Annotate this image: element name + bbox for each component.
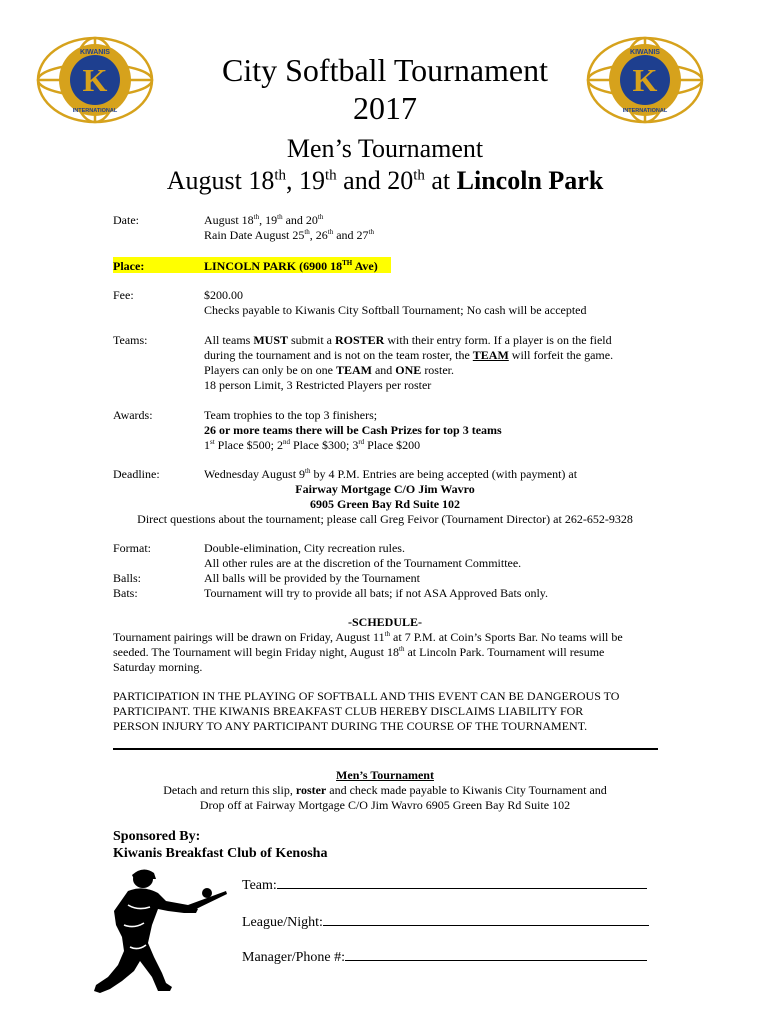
schedule-heading: -SCHEDULE- [347,615,422,629]
deadline-address-street: 6905 Green Bay Rd Suite 102 [309,497,461,511]
manager-blank[interactable] [345,948,647,961]
awards-value: Team trophies to the top 3 finishers; 26 or more teams there will be Cash Prizes for top 3 teams 1st Place $500; 2nd Place $300; 3rd Place $200 [204,408,502,452]
teams-value: All teams MUST submit a ROSTER with their entry form. If a player is on the field during the tournament and is not on the team roster, the TEAM will forfeit the game. Players can only be on one TEAM and ONE roster. 18 person Limit, 3 Restricted Players per roster [204,333,614,392]
manager-field[interactable] [242,948,647,966]
balls-value: All balls will be provided by the Tournament [204,571,420,585]
deadline-contact: Direct questions about the tournament; please call Greg Feivor (Tournament Director) at 262-652-9328 [137,512,633,526]
svg-text:INTERNATIONAL: INTERNATIONAL [622,108,668,114]
deadline-address-name: Fairway Mortgage C/O Jim Wavro [295,482,475,496]
deadline-label: Deadline: [113,467,160,481]
fee-label: Fee: [113,288,134,302]
page-title: City Softball Tournament [221,52,549,88]
svg-text:K: K [82,62,108,98]
page-title-year: 2017 [353,90,417,126]
slip-instructions-line1: Detach and return this slip, roster and check made payable to Kiwanis City Tournament and [163,783,607,797]
league-field[interactable] [242,913,649,931]
place-label: Place: [113,259,145,273]
format-value: Double-elimination, City recreation rules. All other rules are at the discretion of the Tournament Committee. [204,541,522,570]
sponsor-name: Kiwanis Breakfast Club of Kenosha [113,846,328,861]
svg-text:K: K [632,62,658,98]
place-value: LINCOLN PARK (6900 18TH Ave) [204,259,378,273]
league-blank[interactable] [323,913,649,926]
detach-divider [113,748,658,750]
team-label: Team: [242,878,277,893]
subtitle-dates: August 18th, 19th and 20th at Lincoln Park [166,166,604,195]
format-label: Format: [113,541,151,555]
league-label: League/Night: [242,915,323,930]
svg-text:KIWANIS: KIWANIS [80,49,110,56]
schedule-text: Tournament pairings will be drawn on Friday, August 11th at 7 P.M. at Coin’s Sports Bar. No teams will be seeded. The Tournament will begin Friday night, August 18th at Lincoln Park. Tournament will resume Saturday morning. [113,630,623,674]
team-field[interactable] [242,876,647,894]
awards-label: Awards: [113,408,153,422]
subtitle: Men’s Tournament [286,134,484,163]
date-value: August 18th, 19th and 20th Rain Date August 25th, 26th and 27th [204,213,375,242]
slip-instructions-line2: Drop off at Fairway Mortgage C/O Jim Wavro 6905 Green Bay Rd Suite 102 [199,798,571,812]
teams-label: Teams: [113,333,148,347]
bats-label: Bats: [113,586,138,600]
deadline-value: Wednesday August 9th by 4 P.M. Entries are being accepted (with payment) at [204,467,578,481]
fee-value: $200.00 Checks payable to Kiwanis City Softball Tournament; No cash will be accepted [204,288,587,317]
svg-text:INTERNATIONAL: INTERNATIONAL [72,108,118,114]
disclaimer-text: PARTICIPATION IN THE PLAYING OF SOFTBALL AND THIS EVENT CAN BE DANGEROUS TO PARTICIPANT. THE KIWANIS BREAKFAST CLUB HEREBY DISCLAIMS LIABILITY FOR PERSON INJURY TO ANY PARTICIPANT DURING THE COURSE OF THE TOURNAMENT. [113,689,620,733]
slip-heading: Men’s Tournament [336,768,434,782]
team-blank[interactable] [277,876,647,889]
manager-label: Manager/Phone #: [242,950,346,965]
balls-label: Balls: [113,571,142,585]
date-label: Date: [113,213,139,227]
batter-silhouette-icon [88,865,228,995]
sponsor-heading: Sponsored By: [113,829,201,844]
svg-text:KIWANIS: KIWANIS [630,49,660,56]
bats-value: Tournament will try to provide all bats; if not ASA Approved Bats only. [204,586,549,600]
